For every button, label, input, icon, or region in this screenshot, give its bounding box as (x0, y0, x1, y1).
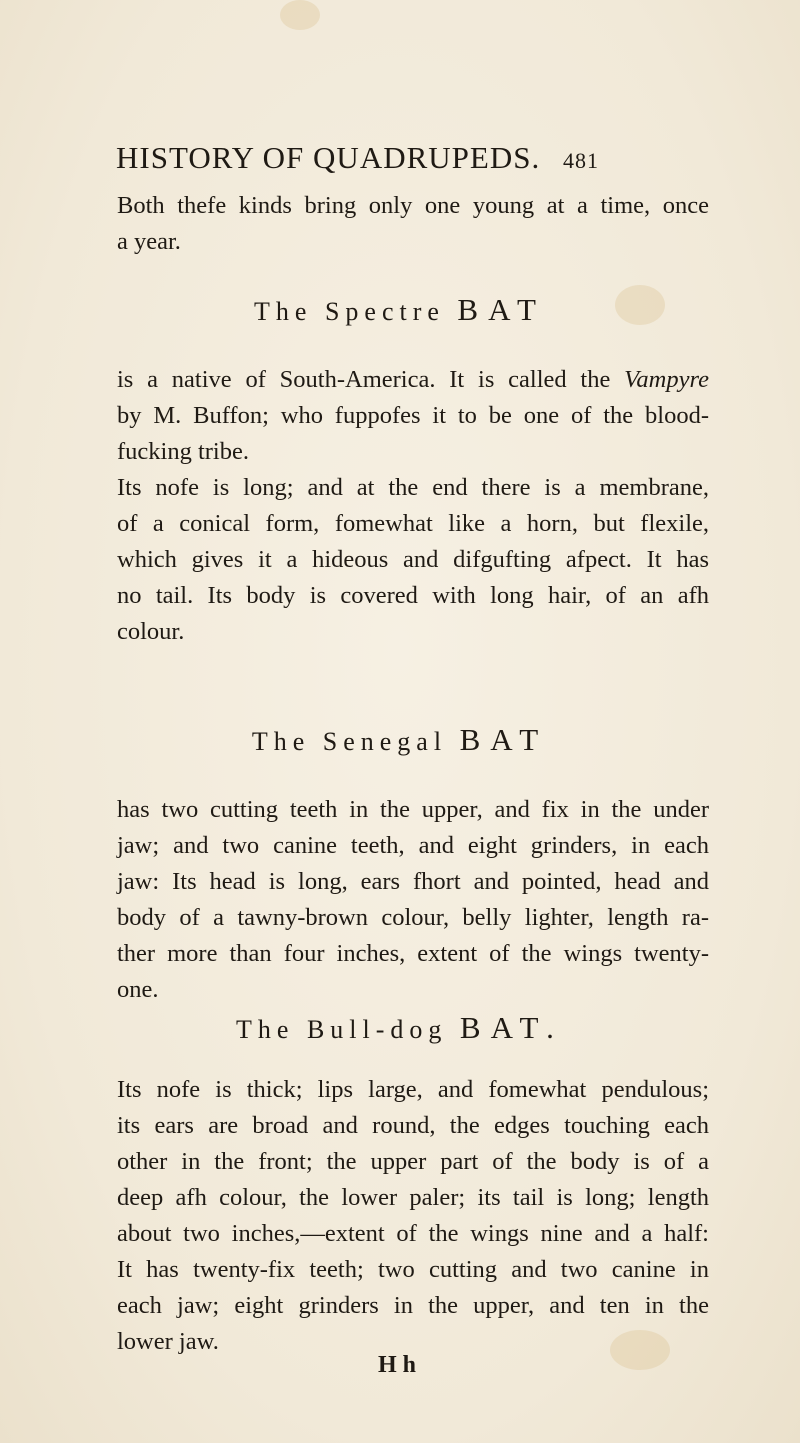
text-line: each jaw; eight grinders in the upper, and ten in the (117, 1292, 709, 1319)
italic-word: Vampyre (624, 366, 709, 393)
text-line: no tail. Its body is covered with long hair, of an afh (117, 582, 709, 609)
text-line: lower jaw. (117, 1328, 219, 1355)
text-line: deep afh colour, the lower paler; its tail is long; length (117, 1184, 709, 1211)
heading-prefix: The Bull-dog (236, 1015, 448, 1044)
senegal-bat-paragraph (117, 792, 709, 1008)
heading-bat: BAT. (459, 1010, 564, 1045)
text-line: fucking tribe. (117, 438, 249, 465)
section-heading-senegal-bat (0, 722, 800, 758)
text-line: Its nofe is long; and at the end there is a membrane, (117, 474, 709, 501)
running-head-title: HISTORY OF QUADRUPEDS. (116, 140, 541, 175)
bull-dog-bat-paragraph (117, 1072, 709, 1360)
text-line: body of a tawny-brown colour, belly lighter, length ra- (117, 904, 709, 931)
text-line: It has twenty-fix teeth; two cutting and two canine in (117, 1256, 709, 1283)
heading-bat: BAT (457, 292, 546, 327)
text-line: colour. (117, 618, 185, 645)
running-head (116, 140, 716, 176)
intro-paragraph (117, 188, 709, 260)
section-heading-spectre-bat (0, 292, 800, 328)
text-line: a year. (117, 228, 181, 255)
paper-stain (280, 0, 320, 30)
spectre-bat-paragraph (117, 362, 709, 650)
text-line: Both thefe kinds bring only one young at a time, once (117, 192, 709, 219)
text-line: one. (117, 976, 159, 1003)
text-line: by M. Buffon; who fuppofes it to be one of the blood- (117, 402, 709, 429)
heading-prefix: The Senegal (251, 727, 448, 756)
text-line: which gives it a hideous and difgufting afpect. It has (117, 546, 709, 573)
text-line: has two cutting teeth in the upper, and fix in the under (117, 796, 709, 823)
text-line: jaw; and two canine teeth, and eight grinders, in each (117, 832, 709, 859)
heading-prefix: The Spectre (254, 297, 445, 326)
text-line: Its nofe is thick; lips large, and fomewhat pendulous; (117, 1076, 709, 1103)
text-line: about two inches,—extent of the wings nine and a half: (117, 1220, 709, 1247)
signature-mark: H h (378, 1352, 417, 1378)
text-line: other in the front; the upper part of the body is of a (117, 1148, 709, 1175)
text-line: ther more than four inches, extent of the wings twenty- (117, 940, 709, 967)
heading-bat: BAT (459, 722, 549, 757)
text-line: its ears are broad and round, the edges touching each (117, 1112, 709, 1139)
text-line: jaw: Its head is long, ears fhort and pointed, head and (117, 868, 709, 895)
page-number: 481 (562, 148, 599, 173)
text-line: of a conical form, fomewhat like a horn, but flexile, (117, 510, 709, 537)
text-line (117, 362, 709, 398)
text-line-part: is a native of South-America. It is called the Vampyre (117, 366, 709, 393)
section-heading-bull-dog-bat (0, 1010, 800, 1046)
